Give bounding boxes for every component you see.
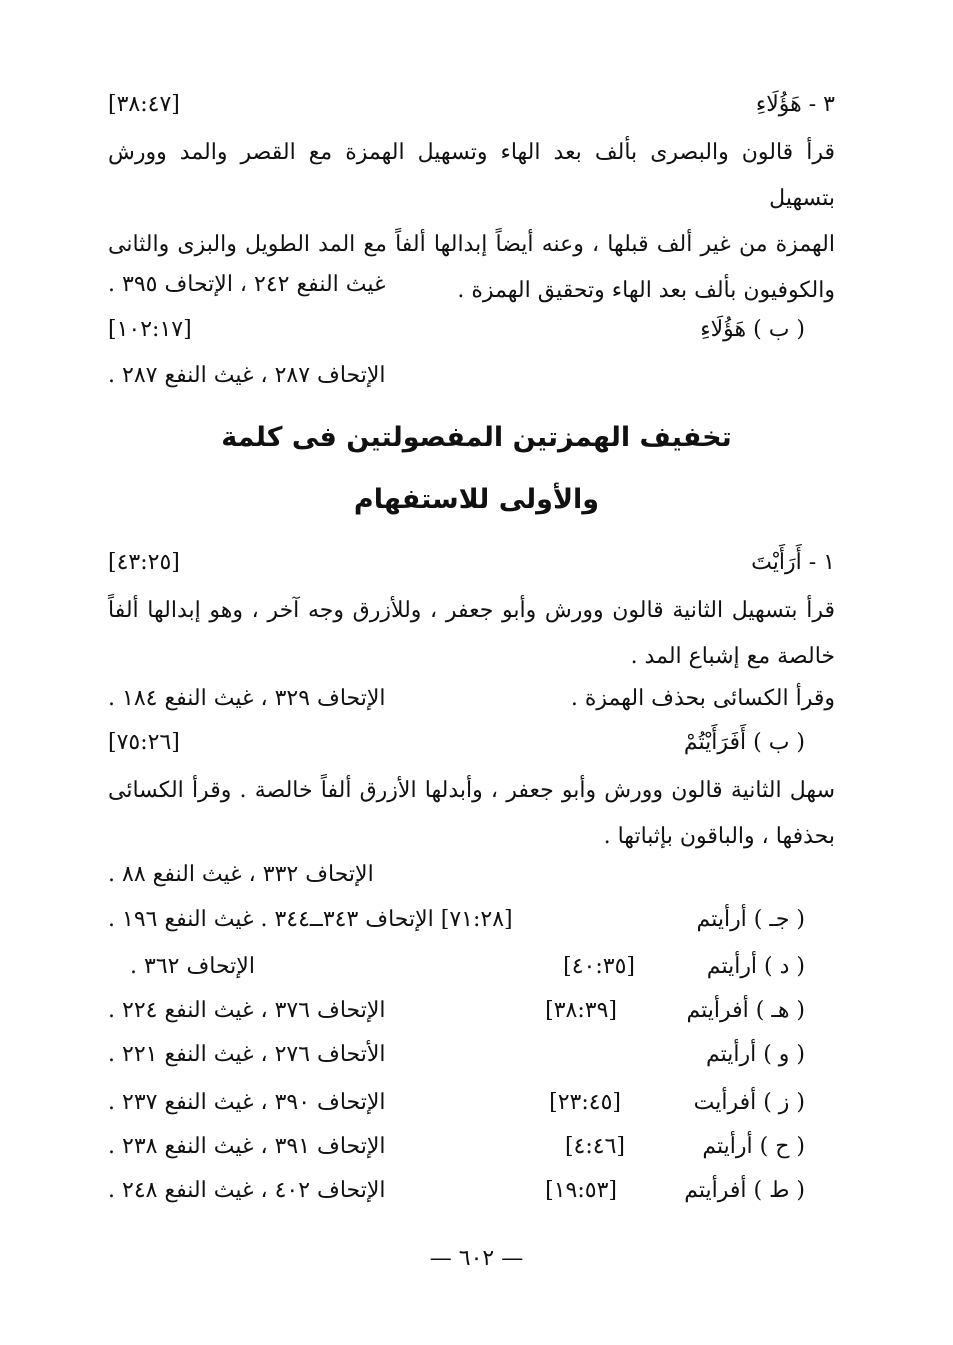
text-line: الهمزة من غير ألف قبلها ، وعنه أيضاً إبدالها ألفاً مع المد الطويل والبزى والثانى xyxy=(108,232,835,257)
row-source-text: الإتحاف ٣٩١ ، غيث النفع ٢٣٨ . xyxy=(108,1134,386,1159)
entry-1-text xyxy=(108,588,835,680)
text-line: سهل الثانية قالون وورش وأبو جعفر ، وأبدلها الأزرق ألفاً خالصة . وقرأ الكسائى xyxy=(108,778,835,803)
row-item: ( د ) أرأيتم xyxy=(706,954,805,979)
row-source-text: الإتحاف ٣٦٢ . xyxy=(130,954,255,979)
page-number: — ٦٠٢ — xyxy=(429,1246,524,1271)
text-line: خالصة مع إشباع المد . xyxy=(630,644,835,669)
entry-1-title: ١ - أَرَأَيْتَ xyxy=(751,550,835,575)
row-item: ( ط ) أفرأيتم xyxy=(684,1178,805,1203)
entry-3b-source: الإتحاف ٢٨٧ ، غيث النفع ٢٨٧ . xyxy=(108,363,386,388)
row-ref: [٣٨:٣٩] xyxy=(545,998,617,1023)
entry-1-kisai-source: الإتحاف ٣٢٩ ، غيث النفع ١٨٤ . xyxy=(108,686,386,711)
entry-1b-ref: [٧٥:٢٦] xyxy=(108,730,180,755)
row-ref: [٧١:٢٨] xyxy=(440,907,513,932)
entry-3-title: ٣ - هَؤُلَاءِ xyxy=(755,92,835,117)
row-source-text: الإتحاف ٣٧٦ ، غيث النفع ٢٢٤ . xyxy=(108,998,386,1023)
row-source-text: الأتحاف ٢٧٦ ، غيث النفع ٢٢١ . xyxy=(108,1042,386,1067)
section-heading-line2: والأولى للاستفهام xyxy=(353,484,600,515)
entry-3b-ref: [١٠٢:١٧] xyxy=(108,317,192,342)
row-ref: [١٩:٥٣] xyxy=(545,1178,617,1203)
entry-1b-title: ( ب ) أَفَرَأَيْتُمْ xyxy=(683,730,805,755)
entry-1-ref: [٤٣:٢٥] xyxy=(108,550,180,575)
row-source-text: الإتحاف ٣٤٣ــ٣٤٤ . غيث النفع ١٩٦ . xyxy=(108,907,434,932)
row-ref: [٤:٤٦] xyxy=(564,1134,625,1159)
row-item: ( جـ ) أرأيتم xyxy=(696,907,805,932)
entry-1b-text xyxy=(108,768,835,860)
text-line: قرأ بتسهيل الثانية قالون وورش وأبو جعفر ، وللأزرق وجه آخر ، وهو إبدالها ألفاً xyxy=(108,598,835,623)
row-ref: [٤٠:٣٥] xyxy=(563,954,635,979)
row-item: ( ز ) أفرأيت xyxy=(693,1090,805,1115)
section-heading-line1: تخفيف الهمزتين المفصولتين فى كلمة xyxy=(221,422,732,453)
entry-1-kisai: وقرأ الكسائى بحذف الهمزة . xyxy=(570,686,835,711)
row-source xyxy=(108,905,513,935)
entry-3-ref: [٣٨:٤٧] xyxy=(108,92,180,117)
row-item: ( و ) أرأيتم xyxy=(705,1042,805,1067)
text-line: بحذفها ، والباقون بإثباتها . xyxy=(603,824,835,849)
row-source-text: الإتحاف ٤٠٢ ، غيث النفع ٢٤٨ . xyxy=(108,1178,386,1203)
row-item: ( هـ ) أفرأيتم xyxy=(686,998,805,1023)
text-line: والكوفيون بألف بعد الهاء وتحقيق الهمزة . xyxy=(457,278,835,303)
entry-3b-title: ( ب ) هَؤُلَاءِ xyxy=(700,317,805,342)
entry-3-source: غيث النفع ٢٤٢ ، الإتحاف ٣٩٥ . xyxy=(108,272,386,297)
text-line: قرأ قالون والبصرى بألف بعد الهاء وتسهيل الهمزة مع القصر والمد وورش بتسهيل xyxy=(108,140,835,211)
row-source-text: الإتحاف ٣٩٠ ، غيث النفع ٢٣٧ . xyxy=(108,1090,386,1115)
entry-1b-source: الإتحاف ٣٣٢ ، غيث النفع ٨٨ . xyxy=(108,862,374,887)
row-ref: [٢٣:٤٥] xyxy=(549,1090,621,1115)
row-item: ( ح ) أرأيتم xyxy=(702,1134,805,1159)
